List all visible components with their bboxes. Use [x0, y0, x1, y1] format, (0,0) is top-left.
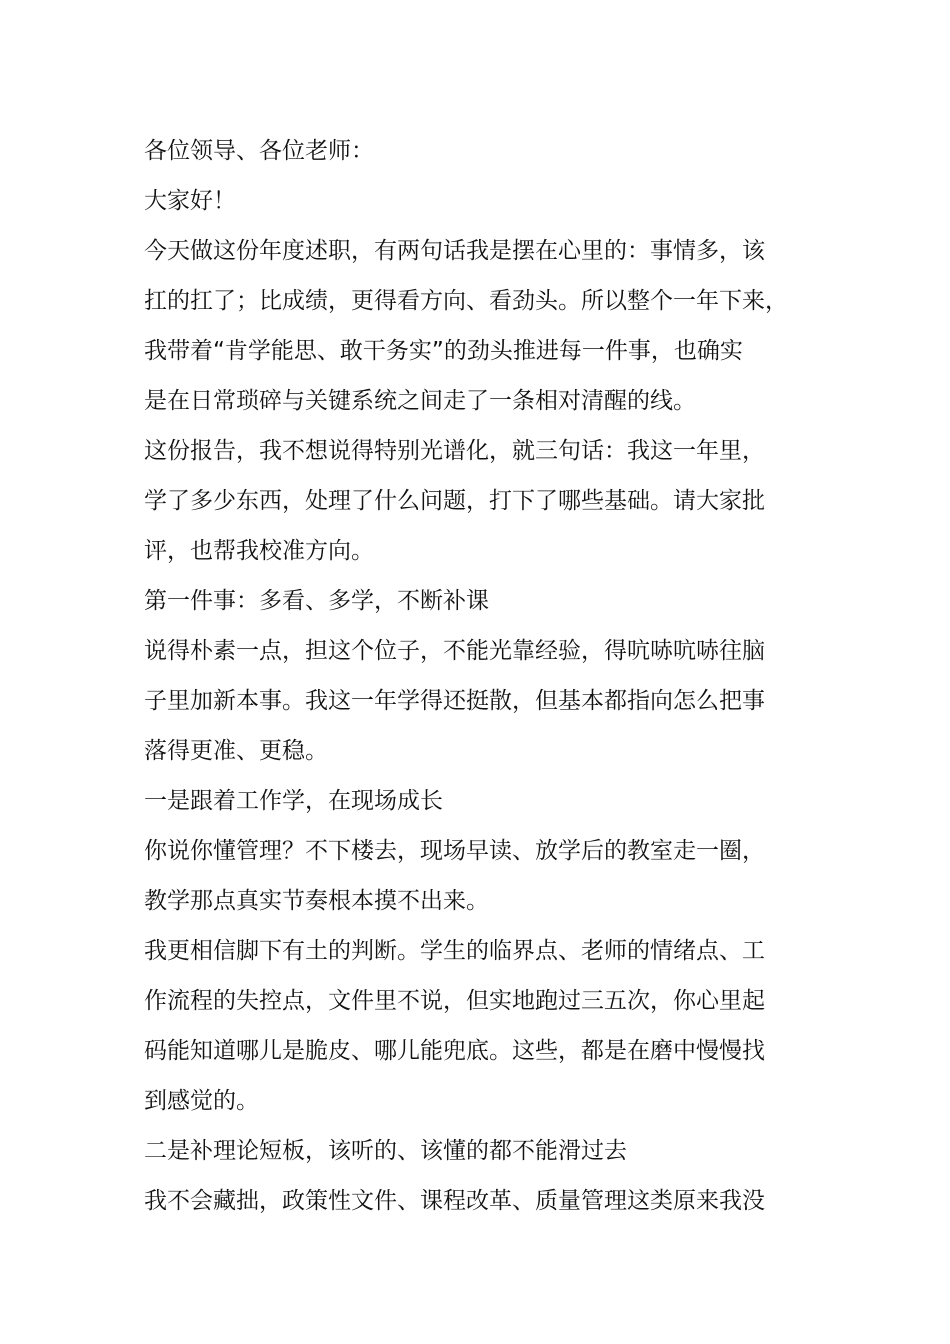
text-line: 这份报告，我不想说得特别光谱化，就三句话：我这一年里， [144, 438, 765, 464]
text-line: 扛的扛了；比成绩，更得看方向、看劲头。所以整个一年下来， [144, 288, 788, 314]
subsection-heading: 二是补理论短板，该听的、该懂的都不能滑过去 [144, 1138, 627, 1164]
greeting: 大家好！ [144, 188, 236, 214]
text-line: 作流程的失控点，文件里不说，但实地跑过三五次，你心里起 [144, 988, 765, 1014]
text-line: 是在日常琐碎与关键系统之间走了一条相对清醒的线。 [144, 388, 696, 414]
document-body [144, 126, 844, 1226]
text-line: 教学那点真实节奏根本摸不出来。 [144, 888, 489, 914]
text-line: 码能知道哪儿是脆皮、哪儿能兜底。这些，都是在磨中慢慢找 [144, 1038, 765, 1064]
subsection-heading: 一是跟着工作学，在现场成长 [144, 788, 443, 814]
salutation: 各位领导、各位老师： [144, 138, 374, 164]
text-line: 我更相信脚下有土的判断。学生的临界点、老师的情绪点、工 [144, 938, 765, 964]
text-line: 说得朴素一点，担这个位子，不能光靠经验，得吭哧吭哧往脑 [144, 638, 765, 664]
text-line: 评，也帮我校准方向。 [144, 538, 374, 564]
text-line: 你说你懂管理？不下楼去，现场早读、放学后的教室走一圈， [144, 838, 765, 864]
text-line: 到感觉的。 [144, 1088, 259, 1114]
text-line: 落得更准、更稳。 [144, 738, 328, 764]
text-line: 今天做这份年度述职，有两句话我是摆在心里的：事情多，该 [144, 238, 765, 264]
text-line: 学了多少东西，处理了什么问题，打下了哪些基础。请大家批 [144, 488, 765, 514]
section-heading: 第一件事：多看、多学，不断补课 [144, 588, 489, 614]
text-line: 我带着“肯学能思、敢干务实”的劲头推进每一件事，也确实 [144, 338, 743, 364]
text-line: 我不会藏拙，政策性文件、课程改革、质量管理这类原来我没 [144, 1188, 765, 1214]
text-line: 子里加新本事。我这一年学得还挺散，但基本都指向怎么把事 [144, 688, 765, 714]
